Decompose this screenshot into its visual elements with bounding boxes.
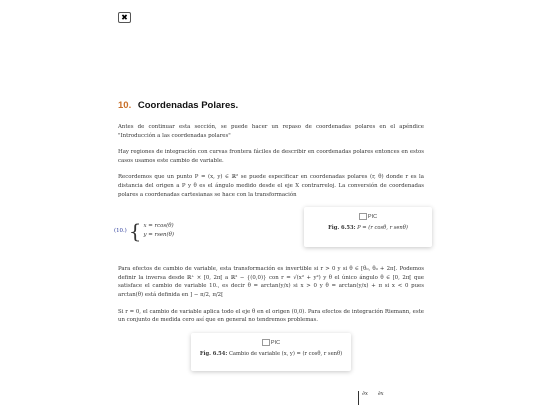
figure-label: Fig. 6.53: (328, 225, 356, 232)
pic-label: PIC (270, 339, 281, 346)
paragraph-regions: Hay regiones de integración con curvas frontera fáciles de describir en coordenadas polares entonces en estos casos usamos este cambio de variable. (118, 149, 424, 164)
figure-6-54 (191, 333, 351, 371)
equation-tag[interactable]: (10.) (114, 228, 127, 235)
section-heading (118, 100, 424, 111)
pic-label: PIC (367, 214, 378, 221)
figure-image-placeholder (308, 213, 428, 220)
broken-image-icon (359, 213, 367, 220)
matrix-entry: ∂x (362, 391, 368, 397)
figure-caption-text: P = (r cosθ, r senθ) (357, 225, 408, 232)
figure-image-placeholder (195, 339, 347, 346)
broken-image-icon (262, 339, 270, 346)
equation-line-x: x = rcos(θ) (143, 223, 174, 230)
figure-caption (195, 351, 347, 357)
matrix-entry: ∂x (377, 391, 384, 397)
close-button[interactable]: ✖ (118, 12, 131, 23)
equation-10 (114, 219, 174, 244)
paragraph-invertible: Para efectos de cambio de variable, esta transformación es invertible si r > 0 y si θ ∈ [θ₀, θ₀ + 2π[. Podemos definir la inversa desde ℝ⁺ × [0, 2π[ a ℝ² − {(0,0)} con r = √(x² + y²) y θ el único ángulo θ ∈ [0, 2π[ que satisface el cambio de variable 10., es decir θ = arctan(y/x) si x > 0 y θ = arctan(y/x) + π si x < 0 pues arctan(θ) está definida en ] − π/2, π/2[ (118, 266, 424, 298)
jacobian-matrix-partial (358, 391, 392, 405)
brace-glyph: { (128, 219, 142, 244)
paragraph-polar-definition: Recordemos que un punto P = (x, y) ∈ ℝ² se puede especificar en coordenadas polares (r, θ) donde r es la distancia del origen a P y θ es el ángulo medido desde el eje X contrarreloj. La conversión de coordenadas polares a coordenadas cartesianas se hace con la transformación (118, 174, 424, 198)
figure-caption (308, 225, 428, 231)
paragraph-intro: Antes de continuar esta sección, se puede hacer un repaso de coordenadas polares en el apéndice "Introducción a las coordenadas polares" (118, 124, 424, 139)
figure-6-53 (304, 207, 432, 247)
figure-label: Fig. 6.54: (199, 350, 228, 357)
figure-caption-text: Cambio de variable (x, y) = (r cosθ, r senθ) (228, 350, 343, 357)
equation-figure-row (114, 207, 424, 253)
section-title: Coordenadas Polares. (137, 100, 239, 111)
document-content (114, 100, 424, 371)
paragraph-origin: Si r = 0, el cambio de variable aplica todo el eje θ en el origen (0,0). Para efectos de integración Riemann, este un conjunto de medida cero así que en general no tendremos problemas. (118, 308, 424, 324)
equation-line-y: y = rsen(θ) (143, 232, 174, 239)
section-number: 10. (118, 100, 132, 111)
